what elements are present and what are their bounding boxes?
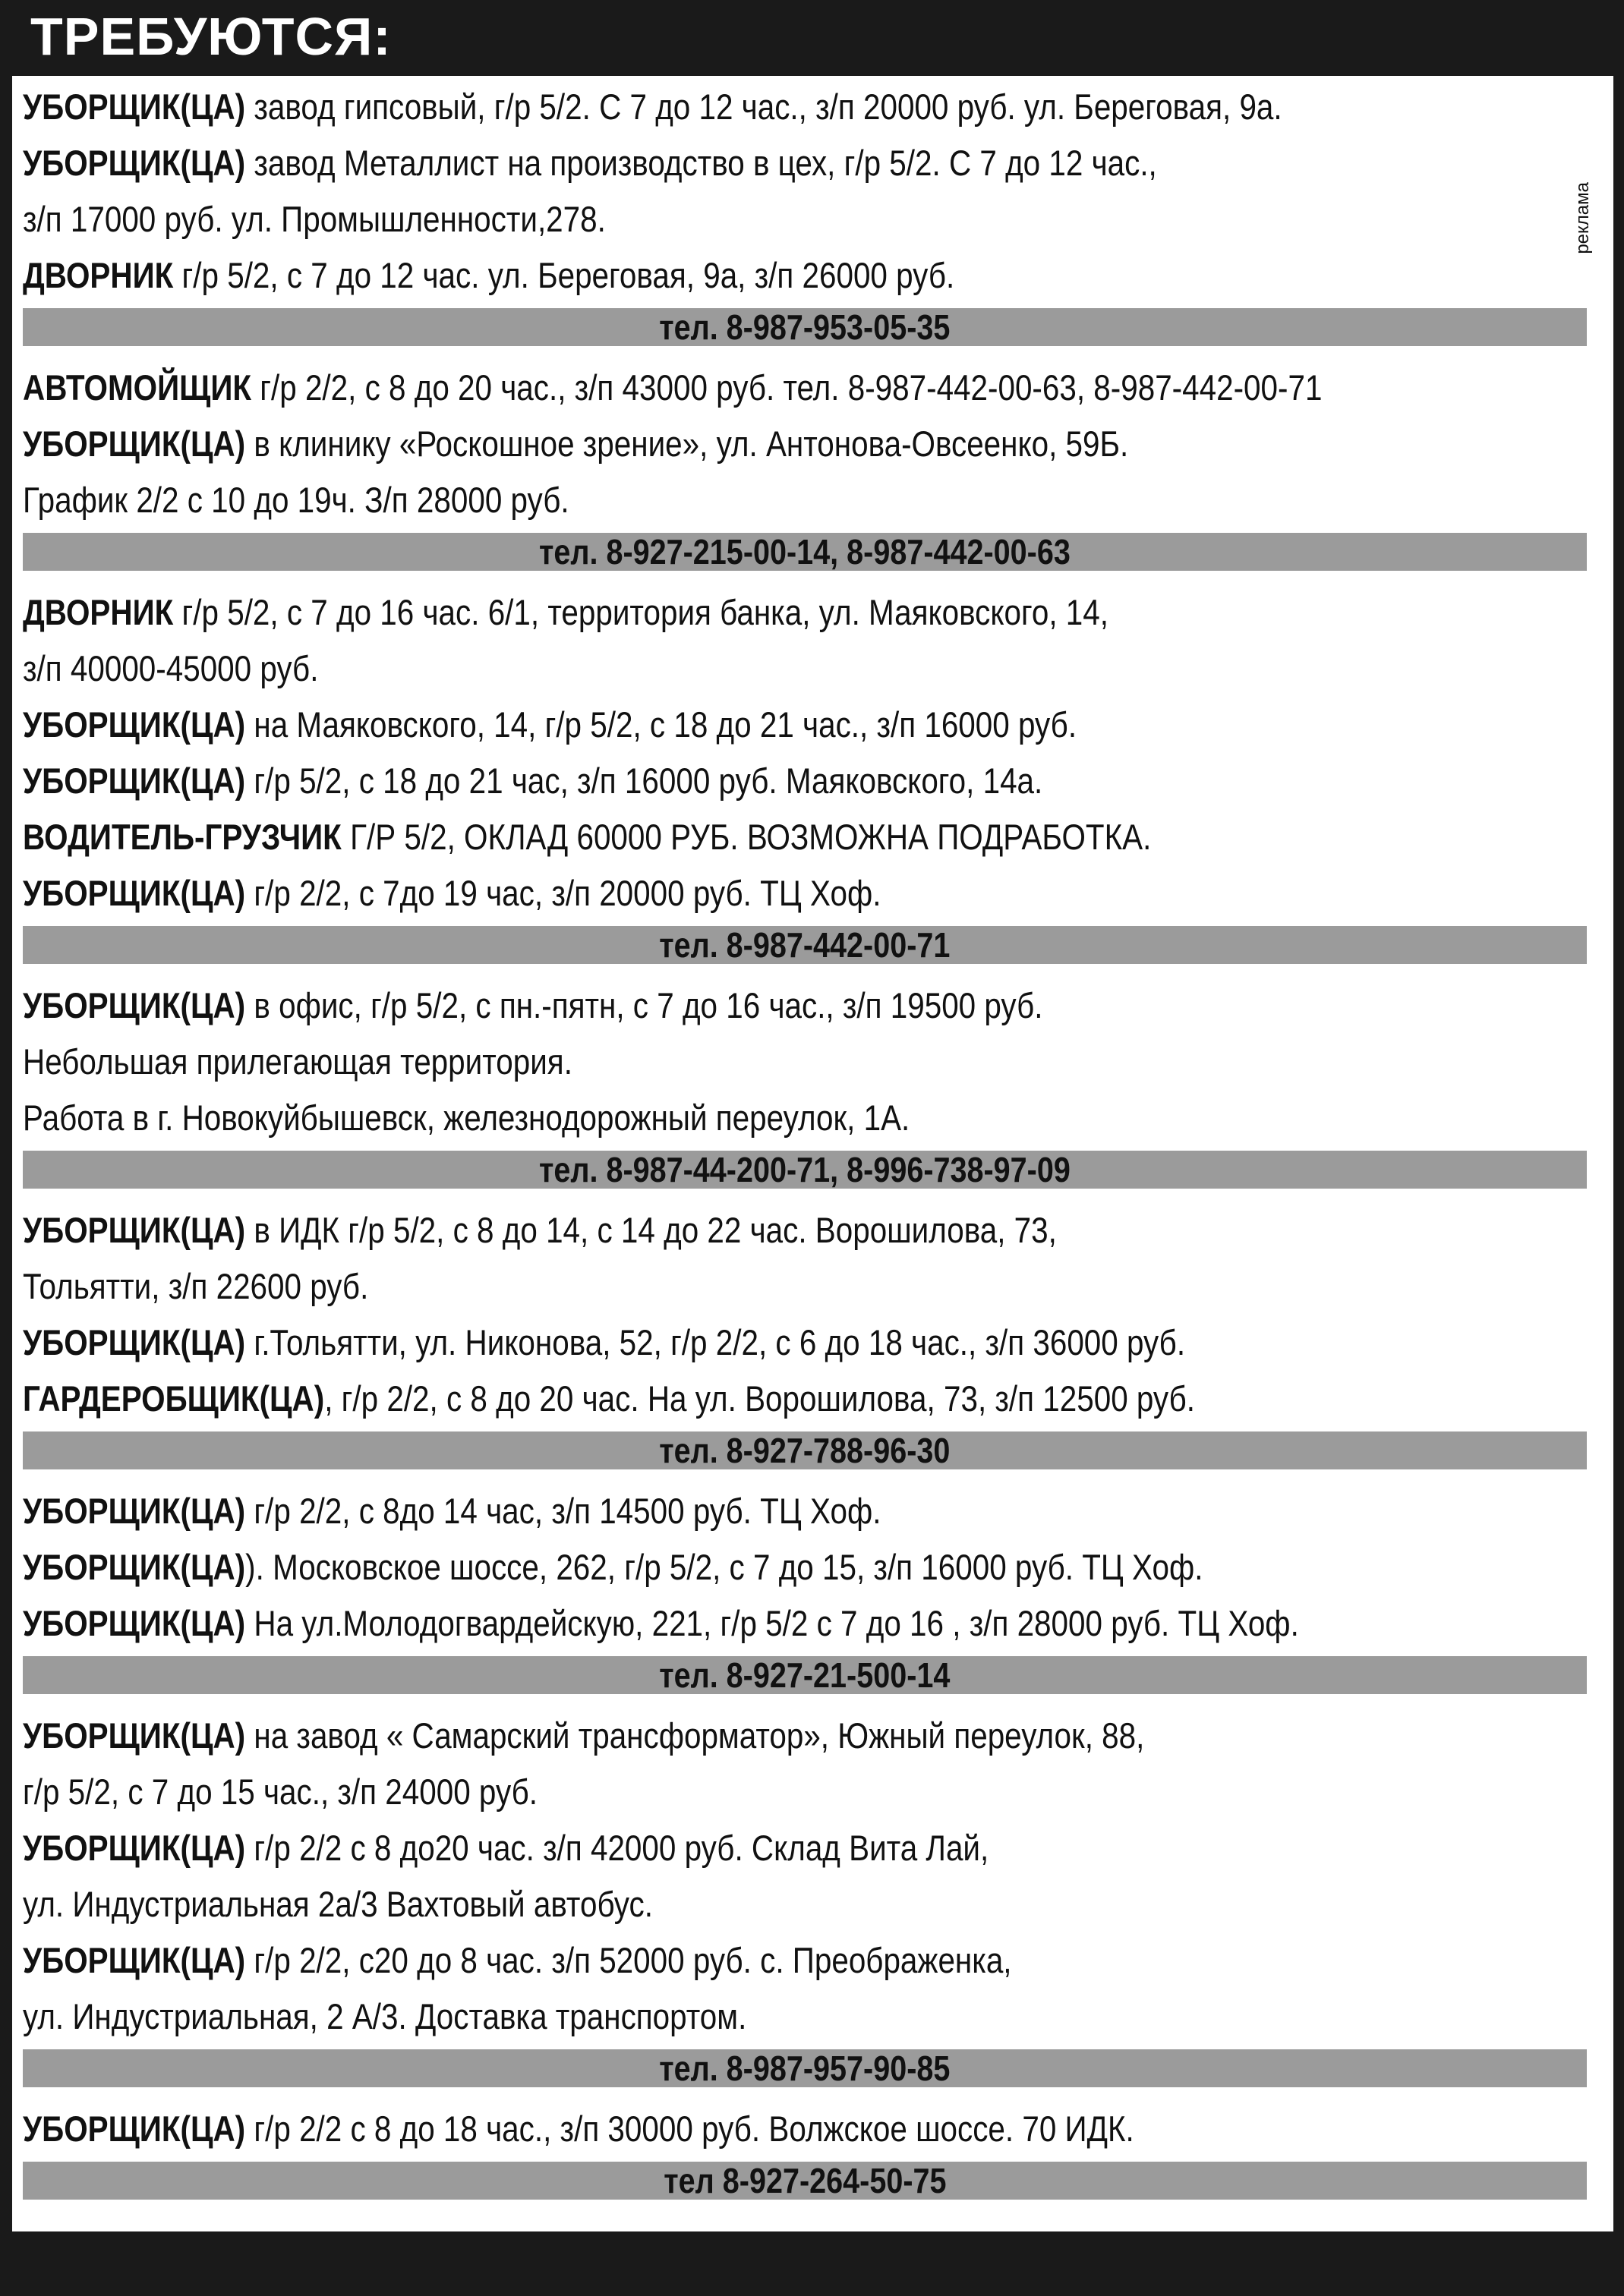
job-title: УБОРЩИК(ЦА): [23, 143, 246, 183]
job-title: УБОРЩИК(ЦА): [23, 704, 246, 745]
job-details: з/п 40000-45000 руб.: [23, 648, 319, 688]
job-listing-line: [23, 1932, 1587, 1989]
job-details: завод Металлист на производство в цех, г/р 5/2. С 7 до 12 час.,: [245, 143, 1157, 183]
contact-phone: тел. 8-987-953-05-35: [659, 307, 951, 347]
job-listing-line: [23, 584, 1587, 641]
job-listing-line: [23, 753, 1587, 809]
job-listing-line: [23, 1708, 1587, 1764]
job-listing-line: [23, 1483, 1587, 1539]
contact-phone-bar: [23, 308, 1587, 346]
contact-phone: тел. 8-927-21-500-14: [659, 1655, 951, 1695]
job-listings: [23, 79, 1587, 2213]
job-listing-line: [23, 978, 1587, 1034]
job-listing-line: [23, 2101, 1587, 2157]
job-title: УБОРЩИК(ЦА): [23, 1603, 246, 1643]
job-details: г/р 2/2 с 8 до20 час. з/п 42000 руб. Склад Вита Лай,: [245, 1828, 989, 1868]
page-title: ТРЕБУЮТСЯ:: [30, 7, 392, 66]
job-title: УБОРЩИК(ЦА): [23, 761, 246, 801]
contact-phone: тел. 8-987-44-200-71, 8-996-738-97-09: [539, 1150, 1071, 1189]
contact-phone-bar: [23, 2162, 1587, 2200]
contact-phone: тел. 8-927-788-96-30: [659, 1431, 951, 1470]
job-details: в офис, г/р 5/2, с пн.-пятн, с 7 до 16 час., з/п 19500 руб.: [245, 985, 1043, 1025]
job-listing-line: [23, 1371, 1587, 1427]
contact-phone-bar: [23, 1656, 1587, 1694]
job-title: УБОРЩИК(ЦА): [23, 1547, 246, 1587]
contact-phone-bar: [23, 2049, 1587, 2087]
job-title: ГАРДЕРОБЩИК(ЦА): [23, 1378, 325, 1419]
job-listing-line: [23, 79, 1587, 135]
job-listing-line: [23, 1539, 1587, 1595]
job-details: завод гипсовый, г/р 5/2. С 7 до 12 час., з/п 20000 руб. ул. Береговая, 9а.: [245, 87, 1282, 127]
job-title: УБОРЩИК(ЦА): [23, 985, 246, 1025]
job-listing-line: [23, 360, 1587, 416]
job-details: г/р 2/2, с 8 до 20 час., з/п 43000 руб. тел. 8-987-442-00-63, 8-987-442-00-71: [251, 367, 1323, 408]
job-listing-line: [23, 1315, 1587, 1371]
job-listing-line: [23, 135, 1587, 191]
job-details: з/п 17000 руб. ул. Промышленности,278.: [23, 199, 606, 239]
contact-phone: тел. 8-927-215-00-14, 8-987-442-00-63: [539, 532, 1071, 572]
job-listing-line: [23, 1595, 1587, 1652]
job-title: УБОРЩИК(ЦА): [23, 1322, 246, 1362]
job-details: г.Тольятти, ул. Никонова, 52, г/р 2/2, с 6 до 18 час., з/п 36000 руб.: [245, 1322, 1186, 1362]
job-details: ). Московское шоссе, 262, г/р 5/2, с 7 до 15, з/п 16000 руб. ТЦ Хоф.: [245, 1547, 1203, 1587]
job-details: г/р 5/2, с 18 до 21 час, з/п 16000 руб. Маяковского, 14а.: [245, 761, 1043, 801]
job-title: ВОДИТЕЛЬ-ГРУЗЧИК: [23, 817, 342, 857]
job-listing-line: [23, 1258, 1587, 1315]
job-details: ул. Индустриальная, 2 А/3. Доставка транспортом.: [23, 1996, 747, 2036]
contact-phone-bar: [23, 533, 1587, 571]
job-listing-line: [23, 1202, 1587, 1258]
job-title: АВТОМОЙЩИК: [23, 367, 252, 408]
job-details: в клинику «Роскошное зрение», ул. Антонова-Овсеенко, 59Б.: [245, 424, 1129, 464]
job-title: УБОРЩИК(ЦА): [23, 424, 246, 464]
job-listing-line: [23, 1820, 1587, 1876]
job-listing-line: [23, 416, 1587, 472]
job-title: УБОРЩИК(ЦА): [23, 1940, 246, 1980]
job-listing-line: [23, 1090, 1587, 1146]
contact-phone-bar: [23, 1151, 1587, 1189]
job-title: ДВОРНИК: [23, 255, 174, 295]
job-details: , г/р 2/2, с 8 до 20 час. На ул. Ворошилова, 73, з/п 12500 руб.: [324, 1378, 1195, 1419]
job-title: УБОРЩИК(ЦА): [23, 1828, 246, 1868]
listings-panel: [12, 76, 1613, 2231]
contact-phone: тел. 8-987-442-00-71: [659, 925, 951, 965]
job-title: УБОРЩИК(ЦА): [23, 1491, 246, 1531]
job-listing-line: [23, 1034, 1587, 1090]
job-listing-line: [23, 191, 1587, 247]
job-listing-line: [23, 1876, 1587, 1932]
job-title: УБОРЩИК(ЦА): [23, 1715, 246, 1756]
job-details: Небольшая прилегающая территория.: [23, 1041, 572, 1082]
job-details: г/р 2/2, с 7до 19 час, з/п 20000 руб. ТЦ Хоф.: [245, 873, 881, 913]
job-details: График 2/2 с 10 до 19ч. З/п 28000 руб.: [23, 480, 569, 520]
contact-phone-bar: [23, 926, 1587, 964]
job-listing-line: [23, 641, 1587, 697]
job-details: г/р 5/2, с 7 до 15 час., з/п 24000 руб.: [23, 1772, 538, 1812]
job-details: На ул.Молодогвардейскую, 221, г/р 5/2 с 7 до 16 , з/п 28000 руб. ТЦ Хоф.: [245, 1603, 1299, 1643]
job-listing-line: [23, 1989, 1587, 2045]
job-details: г/р 2/2, с20 до 8 час. з/п 52000 руб. с. Преображенка,: [245, 1940, 1012, 1980]
job-details: г/р 5/2, с 7 до 16 час. 6/1, территория банка, ул. Маяковского, 14,: [173, 592, 1108, 632]
job-details: г/р 5/2, с 7 до 12 час. ул. Береговая, 9а, з/п 26000 руб.: [173, 255, 955, 295]
contact-phone: тел. 8-987-957-90-85: [659, 2049, 951, 2088]
job-listing-line: [23, 809, 1587, 865]
job-listing-line: [23, 1764, 1587, 1820]
contact-phone-bar: [23, 1431, 1587, 1469]
job-details: г/р 2/2, с 8до 14 час, з/п 14500 руб. ТЦ Хоф.: [245, 1491, 881, 1531]
job-details: Тольятти, з/п 22600 руб.: [23, 1266, 369, 1306]
job-details: г/р 2/2 с 8 до 18 час., з/п 30000 руб. Волжское шоссе. 70 ИДК.: [245, 2109, 1134, 2149]
job-listing-line: [23, 472, 1587, 528]
contact-phone: тел 8-927-264-50-75: [663, 2161, 947, 2200]
job-listing-line: [23, 697, 1587, 753]
job-details: Работа в г. Новокуйбышевск, железнодорожный переулок, 1А.: [23, 1098, 910, 1138]
job-details: Г/Р 5/2, ОКЛАД 60000 РУБ. ВОЗМОЖНА ПОДРАБОТКА.: [341, 817, 1152, 857]
job-details: в ИДК г/р 5/2, с 8 до 14, с 14 до 22 час. Ворошилова, 73,: [245, 1210, 1057, 1250]
job-title: УБОРЩИК(ЦА): [23, 1210, 246, 1250]
job-title: УБОРЩИК(ЦА): [23, 2109, 246, 2149]
job-title: УБОРЩИК(ЦА): [23, 873, 246, 913]
job-details: на завод « Самарский трансформатор», Южный переулок, 88,: [245, 1715, 1145, 1756]
job-listing-line: [23, 247, 1587, 304]
job-title: УБОРЩИК(ЦА): [23, 87, 246, 127]
advertisement-mark: реклама: [1572, 182, 1593, 254]
job-title: ДВОРНИК: [23, 592, 174, 632]
job-details: ул. Индустриальная 2а/3 Вахтовый автобус.: [23, 1884, 653, 1924]
job-details: на Маяковского, 14, г/р 5/2, с 18 до 21 час., з/п 16000 руб.: [245, 704, 1077, 745]
job-listing-line: [23, 865, 1587, 921]
